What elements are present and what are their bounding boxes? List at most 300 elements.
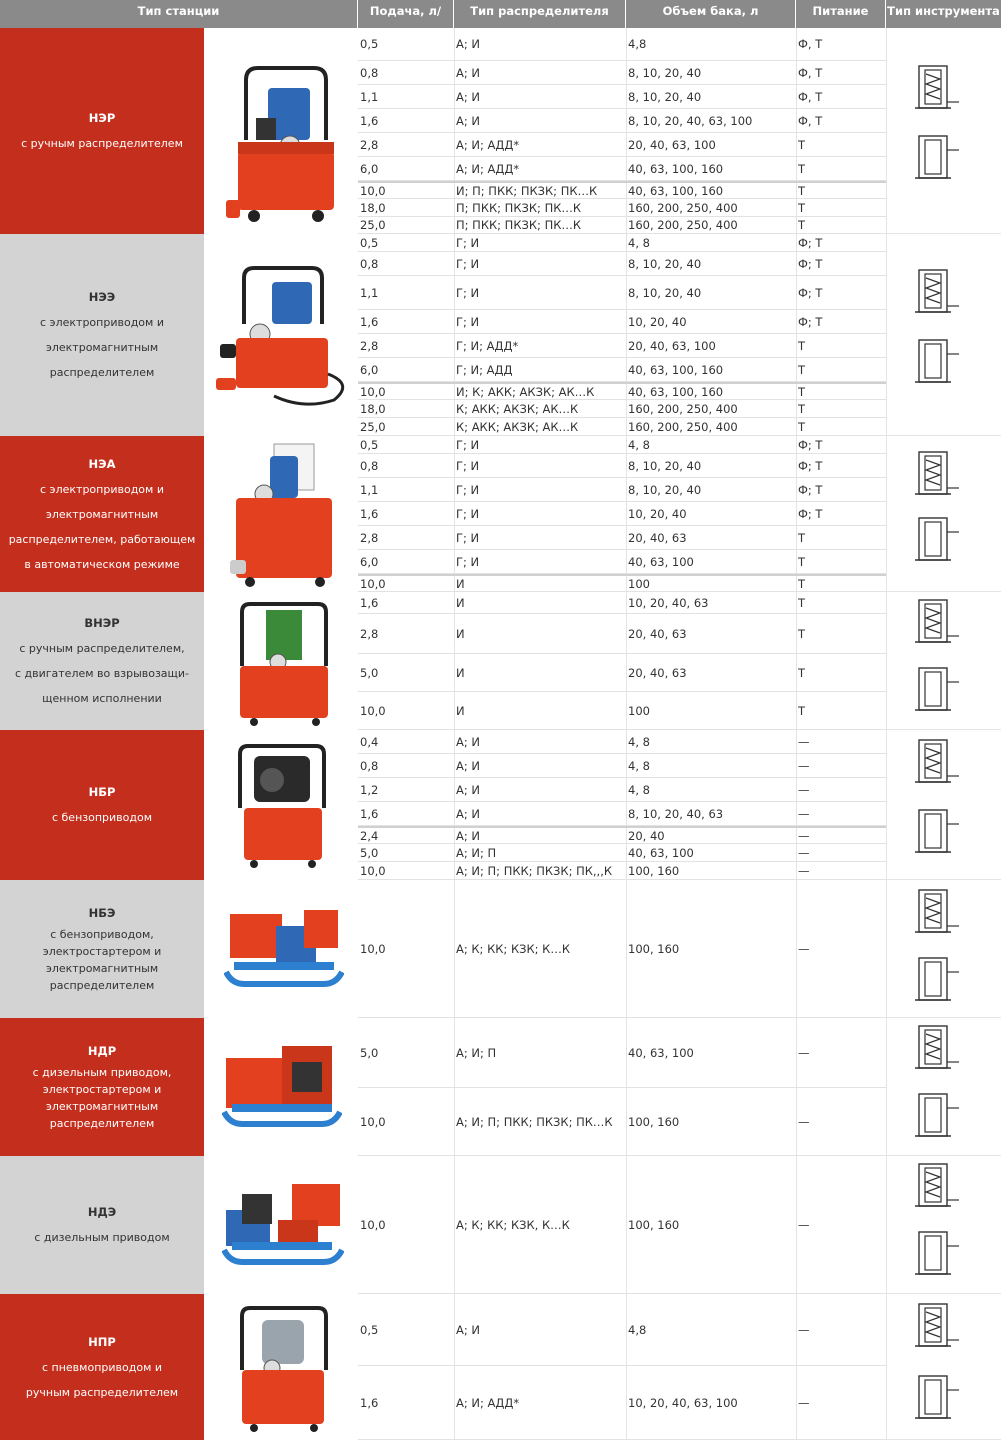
- header-power: Питание сети: [796, 0, 886, 28]
- flow-cell: 2,8: [360, 626, 379, 641]
- station-desc-line: с пневмоприводом и: [41, 1360, 163, 1374]
- specs-grid-nbe: [358, 880, 886, 1018]
- tank-cell: 8, 10, 20, 40: [628, 65, 702, 80]
- flow-cell: 18,0: [360, 401, 386, 416]
- table-row: [358, 692, 886, 730]
- flow-cell: 2,8: [360, 530, 379, 545]
- table-row: [358, 382, 886, 400]
- flow-cell: 10,0: [360, 576, 386, 591]
- power-cell: —: [798, 1114, 810, 1129]
- power-cell: Т: [798, 554, 806, 569]
- power-cell: Ф; Т: [798, 314, 823, 329]
- station-desc-line: электромагнитным: [45, 507, 159, 521]
- tank-cell: 8, 10, 20, 40: [628, 458, 702, 473]
- tank-cell: 160, 200, 250, 400: [628, 218, 738, 232]
- valve-cell: А; И: [456, 89, 480, 104]
- valve-cell: Г; И: [456, 458, 480, 473]
- valve-cell: А; И; АДД*: [456, 1395, 520, 1410]
- table-row: [358, 234, 886, 252]
- valve-cell: И: [456, 665, 465, 680]
- tank-cell: 100, 160: [628, 863, 680, 878]
- flow-cell: 6,0: [360, 554, 379, 569]
- tank-cell: 160, 200, 250, 400: [628, 401, 738, 416]
- station-desc-line: электростартером и: [42, 944, 162, 958]
- valve-cell: Г; И: [456, 530, 480, 545]
- valve-cell: И: [456, 626, 465, 641]
- station-description: [0, 436, 204, 592]
- station-code: НБЭ: [88, 905, 116, 920]
- table-row: [358, 133, 886, 157]
- flow-cell: 25,0: [360, 419, 386, 434]
- tool-type-cell: [886, 28, 1001, 234]
- tank-cell: 10, 20, 40, 63, 100: [628, 1395, 738, 1410]
- single-acting-cylinder-icon: [913, 1092, 963, 1144]
- table-row: [358, 862, 886, 880]
- station-description: [0, 28, 204, 234]
- table-row: [358, 654, 886, 692]
- tank-cell: 4,8: [628, 37, 647, 51]
- valve-cell: Г; И: [456, 482, 480, 497]
- tank-cell: 8, 10, 20, 40, 63, 100: [628, 113, 753, 128]
- flow-cell: 1,6: [360, 113, 379, 128]
- station-desc-line: ручным распределителем: [25, 1385, 179, 1399]
- tank-cell: 100, 160: [628, 1217, 680, 1232]
- flow-cell: 18,0: [360, 200, 386, 215]
- pump-station-image: [224, 906, 344, 996]
- power-cell: —: [798, 941, 810, 956]
- flow-cell: 0,8: [360, 256, 379, 271]
- valve-cell: А; И; АДД*: [456, 161, 520, 176]
- station-description: [0, 592, 204, 730]
- flow-cell: 1,6: [360, 595, 379, 610]
- station-block-ndr: [0, 1018, 358, 1156]
- table-row: [358, 592, 886, 614]
- table-row: [358, 526, 886, 550]
- spring-return-cylinder-icon: [913, 598, 963, 650]
- specs-grid-nde: [358, 1156, 886, 1294]
- spring-return-cylinder-icon: [913, 1302, 963, 1354]
- single-acting-cylinder-icon: [913, 338, 963, 390]
- station-desc-line: с двигателем во взрывозащи-: [14, 667, 190, 680]
- specs-grid-ndr: [358, 1018, 886, 1156]
- tank-cell: 20, 40, 63: [628, 530, 687, 545]
- header-valve-type: Тип распределителя: [454, 0, 626, 28]
- power-cell: Т: [798, 419, 806, 434]
- single-acting-cylinder-icon: [913, 956, 963, 1008]
- valve-cell: Г; И: [456, 256, 480, 271]
- flow-cell: 0,5: [360, 1322, 379, 1337]
- pump-station-image: [236, 1304, 332, 1432]
- flow-cell: 1,2: [360, 782, 379, 797]
- tank-cell: 100: [628, 576, 650, 591]
- tank-cell: 40, 63, 100, 160: [628, 362, 724, 377]
- specs-grid-ner: [358, 28, 886, 234]
- tank-cell: 10, 20, 40: [628, 506, 687, 521]
- table-row: [358, 1088, 886, 1156]
- station-desc-line: с электроприводом и: [40, 482, 164, 496]
- flow-cell: 2,8: [360, 338, 379, 353]
- table-row: [358, 334, 886, 358]
- flow-cell: 10,0: [360, 941, 386, 956]
- spring-return-cylinder-icon: [913, 450, 963, 502]
- valve-cell: А; И; П: [456, 1045, 497, 1060]
- power-cell: Ф, Т: [798, 113, 823, 128]
- flow-cell: 2,8: [360, 137, 379, 152]
- single-acting-cylinder-icon: [913, 1374, 963, 1426]
- station-desc-line: с бензоприводом,: [50, 927, 154, 941]
- power-cell: Т: [798, 137, 806, 152]
- single-acting-cylinder-icon: [913, 134, 963, 186]
- table-row: [358, 28, 886, 61]
- valve-cell: П; ПКК; ПКЗК; ПК…К: [456, 200, 582, 215]
- power-cell: Т: [798, 530, 806, 545]
- station-block-vner: [0, 592, 358, 730]
- valve-cell: А; И: [456, 782, 480, 797]
- station-block-nde: [0, 1156, 358, 1294]
- power-cell: —: [798, 863, 810, 878]
- power-cell: Т: [798, 362, 806, 377]
- station-desc-line: с ручным распределителем: [21, 137, 183, 150]
- station-desc-line: в автоматическом режиме: [24, 557, 180, 571]
- spring-return-cylinder-icon: [913, 738, 963, 790]
- table-row: [358, 199, 886, 217]
- station-block-nea: [0, 436, 358, 592]
- station-description: [0, 1156, 204, 1294]
- single-acting-cylinder-icon: [913, 516, 963, 568]
- specs-grid-npr: [358, 1294, 886, 1440]
- tool-type-cell: [886, 234, 1001, 436]
- table-row: [358, 85, 886, 109]
- valve-cell: Г; И: [456, 437, 480, 452]
- pump-station-image: [214, 264, 350, 410]
- header-tank-volume: Объем бака, л: [626, 0, 796, 28]
- power-cell: Ф, Т: [798, 65, 823, 80]
- flow-cell: 0,8: [360, 758, 379, 773]
- table-row: [358, 454, 886, 478]
- specs-grid-nbr: [358, 730, 886, 880]
- single-acting-cylinder-icon: [913, 666, 963, 718]
- valve-cell: А; К; КК; КЗК; К…К: [456, 941, 571, 956]
- station-description: [0, 880, 204, 1018]
- valve-cell: Г; И; АДД*: [456, 338, 519, 353]
- flow-cell: 5,0: [360, 845, 379, 860]
- power-cell: —: [798, 1045, 810, 1060]
- flow-cell: 5,0: [360, 1045, 379, 1060]
- tool-type-cell: [886, 592, 1001, 730]
- flow-cell: 5,0: [360, 665, 379, 680]
- table-row: [358, 614, 886, 654]
- flow-cell: 6,0: [360, 161, 379, 176]
- station-photo: [204, 1294, 358, 1440]
- power-cell: Т: [798, 665, 806, 680]
- power-cell: Ф; Т: [798, 437, 823, 452]
- station-photo: [204, 234, 358, 436]
- power-cell: Т: [798, 183, 806, 198]
- station-desc-line: с бензоприводом: [51, 811, 153, 824]
- station-desc-line: распределителем: [49, 366, 155, 379]
- tank-cell: 40, 63, 100, 160: [628, 161, 724, 176]
- station-desc-line: распределителем: [49, 1116, 155, 1130]
- station-desc-line: распределителем, работающем: [8, 532, 196, 546]
- flow-cell: 1,6: [360, 806, 379, 821]
- power-cell: Т: [798, 161, 806, 176]
- table-row: [358, 418, 886, 436]
- tool-type-cell: [886, 1018, 1001, 1156]
- flow-cell: 0,8: [360, 458, 379, 473]
- station-code: НДР: [87, 1043, 117, 1058]
- power-cell: Т: [798, 384, 806, 399]
- table-row: [358, 826, 886, 844]
- station-description: [0, 1294, 204, 1440]
- valve-cell: А; И: [456, 113, 480, 128]
- spring-return-cylinder-icon: [913, 268, 963, 320]
- tank-cell: 100: [628, 703, 650, 718]
- power-cell: Т: [798, 218, 806, 232]
- station-block-nee: [0, 234, 358, 436]
- valve-cell: А; И: [456, 758, 480, 773]
- tool-type-cell: [886, 436, 1001, 592]
- station-desc-line: с дизельным приводом,: [32, 1065, 172, 1079]
- station-description: [0, 234, 204, 436]
- table-row: [358, 802, 886, 826]
- valve-cell: Г; И; АДД: [456, 362, 513, 377]
- table-row: [358, 252, 886, 276]
- valve-cell: И: [456, 703, 465, 718]
- power-cell: Т: [798, 595, 806, 610]
- flow-cell: 1,6: [360, 506, 379, 521]
- valve-cell: Г; И: [456, 554, 480, 569]
- valve-cell: И; К; АКК; АКЗК; АК…К: [456, 384, 595, 399]
- power-cell: Т: [798, 576, 806, 591]
- table-row: [358, 217, 886, 234]
- valve-cell: Г; И: [456, 314, 480, 329]
- valve-cell: А; И: [456, 37, 480, 51]
- power-cell: —: [798, 782, 810, 797]
- station-description: [0, 730, 204, 880]
- table-row: [358, 61, 886, 85]
- station-description: [0, 1018, 204, 1156]
- station-desc-line: электромагнитным: [45, 1099, 159, 1113]
- valve-cell: И; П; ПКК; ПКЗК; ПК…К: [456, 183, 598, 198]
- valve-cell: К; АКК; АКЗК; АК…К: [456, 401, 579, 416]
- tool-type-cell: [886, 1294, 1001, 1440]
- table-row: [358, 778, 886, 802]
- flow-cell: 10,0: [360, 183, 386, 198]
- flow-cell: 10,0: [360, 703, 386, 718]
- table-row: [358, 1018, 886, 1088]
- power-cell: Ф, Т: [798, 89, 823, 104]
- tank-cell: 160, 200, 250, 400: [628, 419, 738, 434]
- valve-cell: А; И: [456, 1322, 480, 1337]
- flow-cell: 10,0: [360, 384, 386, 399]
- tank-cell: 4, 8: [628, 734, 650, 749]
- flow-cell: 10,0: [360, 1114, 386, 1129]
- valve-cell: П; ПКК; ПКЗК; ПК…К: [456, 218, 582, 232]
- station-block-npr: [0, 1294, 358, 1440]
- tank-cell: 100, 160: [628, 1114, 680, 1129]
- tank-cell: 8, 10, 20, 40: [628, 482, 702, 497]
- power-cell: Ф; Т: [798, 458, 823, 473]
- tool-type-cell: [886, 730, 1001, 880]
- header-tool-type: Тип инструмента: [886, 0, 1001, 28]
- power-cell: Т: [798, 338, 806, 353]
- flow-cell: 10,0: [360, 1217, 386, 1232]
- power-cell: Ф; Т: [798, 235, 823, 250]
- station-photo: [204, 28, 358, 234]
- table-row: [358, 436, 886, 454]
- station-desc-line: электростартером и: [42, 1082, 162, 1096]
- table-row: [358, 730, 886, 754]
- table-row: [358, 754, 886, 778]
- specs-grid-vner: [358, 592, 886, 730]
- station-block-ner: [0, 28, 358, 234]
- single-acting-cylinder-icon: [913, 808, 963, 860]
- power-cell: Ф, Т: [798, 37, 823, 51]
- flow-cell: 1,6: [360, 314, 379, 329]
- tank-cell: 8, 10, 20, 40: [628, 89, 702, 104]
- tank-cell: 8, 10, 20, 40: [628, 285, 702, 300]
- station-desc-line: с электроприводом и: [40, 316, 164, 329]
- flow-cell: 0,8: [360, 65, 379, 80]
- table-row: [358, 1294, 886, 1366]
- tank-cell: 20, 40, 63, 100: [628, 338, 716, 353]
- tank-cell: 4, 8: [628, 235, 650, 250]
- station-photo: [204, 1156, 358, 1294]
- pump-station-image: [222, 1038, 342, 1134]
- tank-cell: 40, 63, 100: [628, 1045, 694, 1060]
- station-desc-line: электромагнитным: [45, 961, 159, 975]
- spring-return-cylinder-icon: [913, 64, 963, 116]
- tank-cell: 20, 40, 63: [628, 665, 687, 680]
- valve-cell: А; И: [456, 806, 480, 821]
- power-cell: Ф; Т: [798, 482, 823, 497]
- header-flow: Подача, л/мин: [358, 0, 454, 28]
- power-cell: Т: [798, 401, 806, 416]
- station-code: НБР: [88, 785, 116, 799]
- valve-cell: А; И: [456, 828, 480, 843]
- table-row: [358, 181, 886, 199]
- flow-cell: 1,1: [360, 89, 379, 104]
- table-row: [358, 310, 886, 334]
- tank-cell: 40, 63, 100: [628, 554, 694, 569]
- station-desc-line: с ручным распределителем,: [19, 642, 185, 655]
- tank-cell: 8, 10, 20, 40, 63: [628, 806, 724, 821]
- flow-cell: 6,0: [360, 362, 379, 377]
- tank-cell: 4, 8: [628, 758, 650, 773]
- spring-return-cylinder-icon: [913, 888, 963, 940]
- tank-cell: 10, 20, 40, 63: [628, 595, 709, 610]
- station-photo: [204, 436, 358, 592]
- specs-grid-nea: [358, 436, 886, 592]
- table-row: [358, 574, 886, 592]
- table-row: [358, 550, 886, 574]
- station-code: ВНЭР: [84, 616, 120, 630]
- pump-station-image: [236, 602, 332, 726]
- station-block-nbr: [0, 730, 358, 880]
- valve-cell: А; И; П; ПКК; ПКЗК; ПК,,,К: [456, 863, 613, 878]
- flow-cell: 0,5: [360, 37, 379, 51]
- station-desc-line: распределителем: [49, 978, 155, 992]
- table-row: [358, 478, 886, 502]
- flow-cell: 0,4: [360, 734, 379, 749]
- tank-cell: 40, 63, 100, 160: [628, 384, 724, 399]
- power-cell: —: [798, 828, 810, 843]
- tank-cell: 40, 63, 100: [628, 845, 694, 860]
- station-desc-line: щенном исполнении: [42, 692, 162, 705]
- tank-cell: 20, 40: [628, 828, 665, 843]
- tank-cell: 20, 40, 63, 100: [628, 137, 716, 152]
- power-cell: Т: [798, 626, 806, 641]
- station-photo: [204, 592, 358, 730]
- station-code: НПР: [88, 1334, 116, 1349]
- flow-cell: 0,5: [360, 437, 379, 452]
- power-cell: Т: [798, 703, 806, 718]
- station-desc-line: с дизельным приводом: [34, 1231, 170, 1244]
- power-cell: Ф; Т: [798, 506, 823, 521]
- valve-cell: А; И; П: [456, 845, 497, 860]
- station-code: НЭР: [88, 111, 116, 125]
- station-photo: [204, 1018, 358, 1156]
- tank-cell: 100, 160: [628, 941, 680, 956]
- flow-cell: 1,1: [360, 482, 379, 497]
- valve-cell: А; И: [456, 734, 480, 749]
- power-cell: —: [798, 845, 810, 860]
- valve-cell: А; И; П; ПКК; ПКЗК; ПК…К: [456, 1114, 613, 1129]
- valve-cell: А; И; АДД*: [456, 137, 520, 152]
- power-cell: —: [798, 734, 810, 749]
- spring-return-cylinder-icon: [913, 1024, 963, 1076]
- power-cell: —: [798, 758, 810, 773]
- station-code: НЭА: [88, 456, 116, 471]
- station-code: НДЭ: [87, 1205, 117, 1219]
- power-cell: Ф; Т: [798, 285, 823, 300]
- valve-cell: А; К; КК; КЗК, К…К: [456, 1217, 570, 1232]
- valve-cell: Г; И: [456, 506, 480, 521]
- valve-cell: К; АКК; АКЗК; АК…К: [456, 419, 579, 434]
- power-cell: Ф; Т: [798, 256, 823, 271]
- tank-cell: 4,8: [628, 1322, 647, 1337]
- pump-station-image: [222, 1180, 344, 1270]
- station-desc-line: электромагнитным: [45, 341, 159, 354]
- single-acting-cylinder-icon: [913, 1230, 963, 1282]
- table-row: [358, 157, 886, 181]
- power-cell: Т: [798, 200, 806, 215]
- valve-cell: И: [456, 595, 465, 610]
- tank-cell: 10, 20, 40: [628, 314, 687, 329]
- header-station-type: Тип станции: [0, 0, 358, 28]
- pump-station-image: [226, 60, 336, 230]
- station-photo: [204, 730, 358, 880]
- valve-cell: А; И: [456, 65, 480, 80]
- valve-cell: И: [456, 576, 465, 591]
- flow-cell: 1,6: [360, 1395, 379, 1410]
- flow-cell: 10,0: [360, 863, 386, 878]
- power-cell: —: [798, 1322, 810, 1337]
- table-row: [358, 109, 886, 133]
- flow-cell: 25,0: [360, 218, 386, 232]
- table-row: [358, 502, 886, 526]
- tool-type-cell: [886, 880, 1001, 1018]
- power-cell: —: [798, 1217, 810, 1232]
- table-row: [358, 844, 886, 862]
- station-block-nbe: [0, 880, 358, 1018]
- station-code: НЭЭ: [88, 290, 116, 304]
- flow-cell: 1,1: [360, 285, 379, 300]
- tank-cell: 160, 200, 250, 400: [628, 200, 738, 215]
- specs-grid-nee: [358, 234, 886, 436]
- table-row: [358, 1156, 886, 1294]
- flow-cell: 0,5: [360, 235, 379, 250]
